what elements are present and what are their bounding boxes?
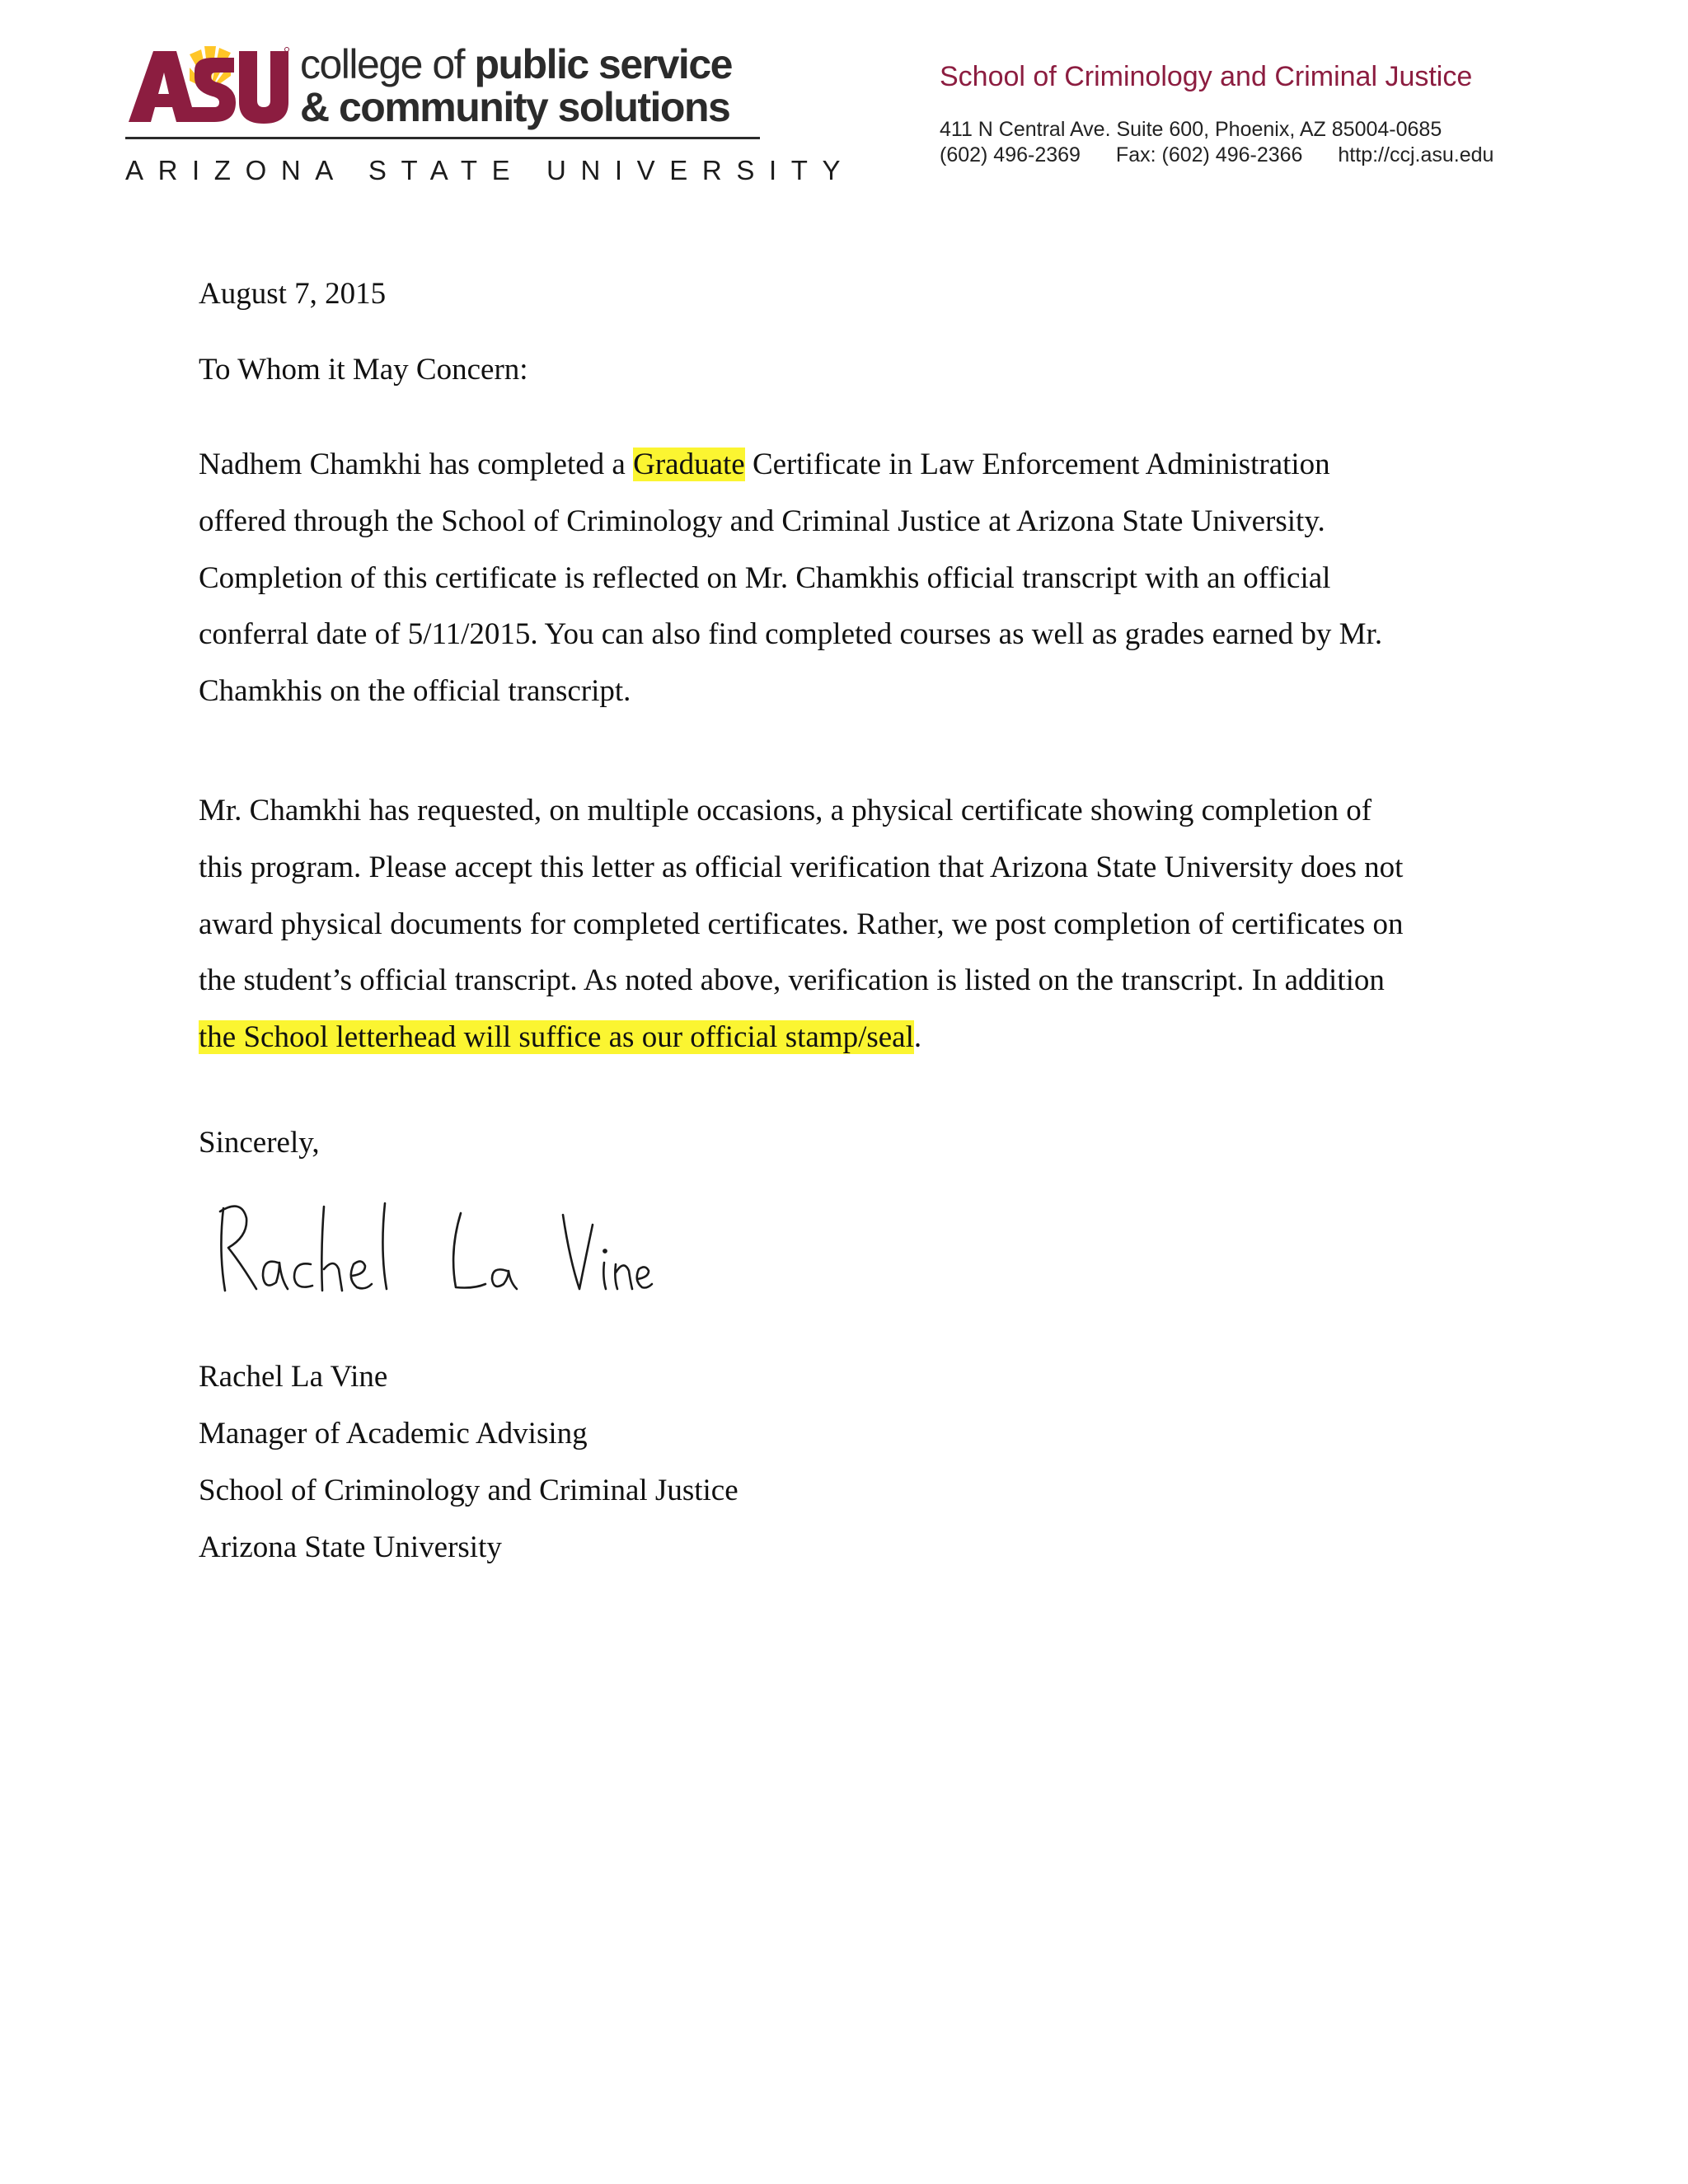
university-name: ARIZONA STATE UNIVERSITY xyxy=(125,155,856,185)
department-name: School of Criminology and Criminal Justice xyxy=(940,61,1473,92)
signer-institution: Arizona State University xyxy=(199,1530,502,1564)
paragraph-line: the student’s official transcript. As noted above, verification is listed on the transcript. In addition xyxy=(199,963,1385,998)
college-name xyxy=(300,43,762,129)
letterhead xyxy=(0,0,1688,214)
signer-name: Rachel La Vine xyxy=(199,1360,388,1394)
paragraph-line: Nadhem Chamkhi has completed a Graduate Certificate in Law Enforcement Administration xyxy=(199,448,1330,481)
college-name-line-1: college of public service xyxy=(300,41,732,87)
phone-number: (602) 496-2369 xyxy=(940,143,1081,166)
logo-divider xyxy=(125,137,760,139)
highlight: the School letterhead will suffice as our official stamp/seal xyxy=(199,1020,914,1055)
paragraph-line: offered through the School of Criminology and Criminal Justice at Arizona State University. xyxy=(199,504,1325,538)
signer-department: School of Criminology and Criminal Justice xyxy=(199,1474,738,1507)
department-address: 411 N Central Ave. Suite 600, Phoenix, AZ 85004-0685 xyxy=(940,118,1442,141)
paragraph-line: this program. Please accept this letter as official verification that Arizona State University does not xyxy=(199,850,1404,884)
department-info xyxy=(940,59,1665,168)
website-link[interactable]: http://ccj.asu.edu xyxy=(1338,143,1494,166)
paragraph-line: Chamkhis on the official transcript. xyxy=(199,674,631,709)
paragraph-1 xyxy=(199,437,1550,720)
highlight: Graduate xyxy=(633,448,745,481)
paragraph-line: award physical documents for completed certificates. Rather, we post completion of certificates on xyxy=(199,907,1404,941)
paragraph-2 xyxy=(199,783,1550,1066)
paragraph-line: Mr. Chamkhi has requested, on multiple occasions, a physical certificate showing completion of xyxy=(199,794,1372,827)
handwritten-signature xyxy=(209,1193,654,1317)
department-contact xyxy=(940,142,1665,168)
signature-block xyxy=(199,1348,738,1576)
college-name-line-2: & community solutions xyxy=(300,84,730,130)
salutation: To Whom it May Concern: xyxy=(199,353,528,387)
paragraph-line: the School letterhead will suffice as our official stamp/seal. xyxy=(199,1020,922,1055)
letter-date: August 7, 2015 xyxy=(199,277,387,311)
paragraph-line: Completion of this certificate is reflected on Mr. Chamkhis official transcript with an official xyxy=(199,560,1331,595)
paragraph-line: conferral date of 5/11/2015. You can also find completed courses as well as grades earned by Mr. xyxy=(199,617,1383,652)
asu-logo-mark xyxy=(125,46,290,129)
signer-title: Manager of Academic Advising xyxy=(199,1417,588,1451)
fax-number: Fax: (602) 496-2366 xyxy=(1115,143,1303,166)
closing: Sincerely, xyxy=(199,1126,320,1160)
college-logo xyxy=(125,41,856,191)
